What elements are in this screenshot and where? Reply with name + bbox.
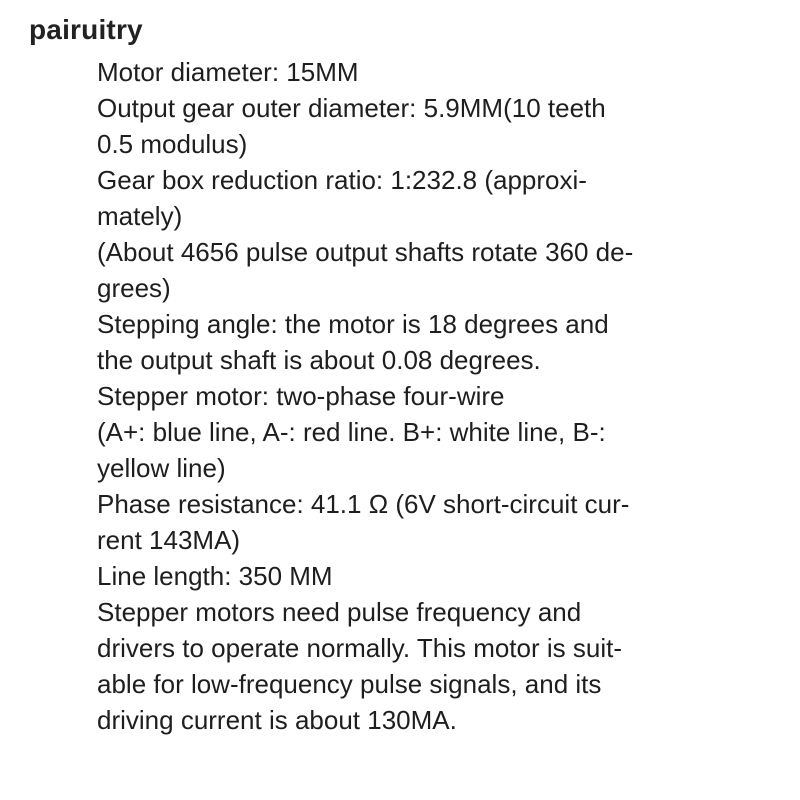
spec-line-phase-resistance-cont: rent 143MA) [97,525,241,555]
spec-line-line-length: Line length: 350 MM [97,561,333,591]
spec-line-reduction-ratio-cont: mately) [97,201,183,231]
spec-line-usage-note-cont-2: able for low-frequency pulse signals, and its [97,669,602,699]
spec-line-pulse-rotation-cont: grees) [97,273,171,303]
spec-line-pulse-rotation: (About 4656 pulse output shafts rotate 360 de- [97,237,634,267]
spec-line-reduction-ratio: Gear box reduction ratio: 1:232.8 (approxi- [97,165,587,195]
spec-line-wire-colors-cont: yellow line) [97,453,226,483]
brand-logo-text: pairuitry [29,14,143,45]
spec-line-stepping-angle-cont: the output shaft is about 0.08 degrees. [97,345,541,375]
spec-text-block [97,54,777,738]
spec-line-stepping-angle: Stepping angle: the motor is 18 degrees and [97,309,609,339]
spec-line-gear-diameter: Output gear outer diameter: 5.9MM(10 teeth [97,93,606,123]
spec-line-motor-type: Stepper motor: two-phase four-wire [97,381,505,411]
spec-line-phase-resistance: Phase resistance: 41.1 Ω (6V short-circuit cur- [97,489,630,519]
spec-line-usage-note-cont-1: drivers to operate normally. This motor is suit- [97,633,622,663]
spec-line-gear-diameter-cont: 0.5 modulus) [97,129,248,159]
spec-line-motor-diameter: Motor diameter: 15MM [97,57,359,87]
spec-line-usage-note-cont-3: driving current is about 130MA. [97,705,457,735]
spec-line-usage-note: Stepper motors need pulse frequency and [97,597,582,627]
spec-line-wire-colors: (A+: blue line, A-: red line. B+: white line, B-: [97,417,606,447]
